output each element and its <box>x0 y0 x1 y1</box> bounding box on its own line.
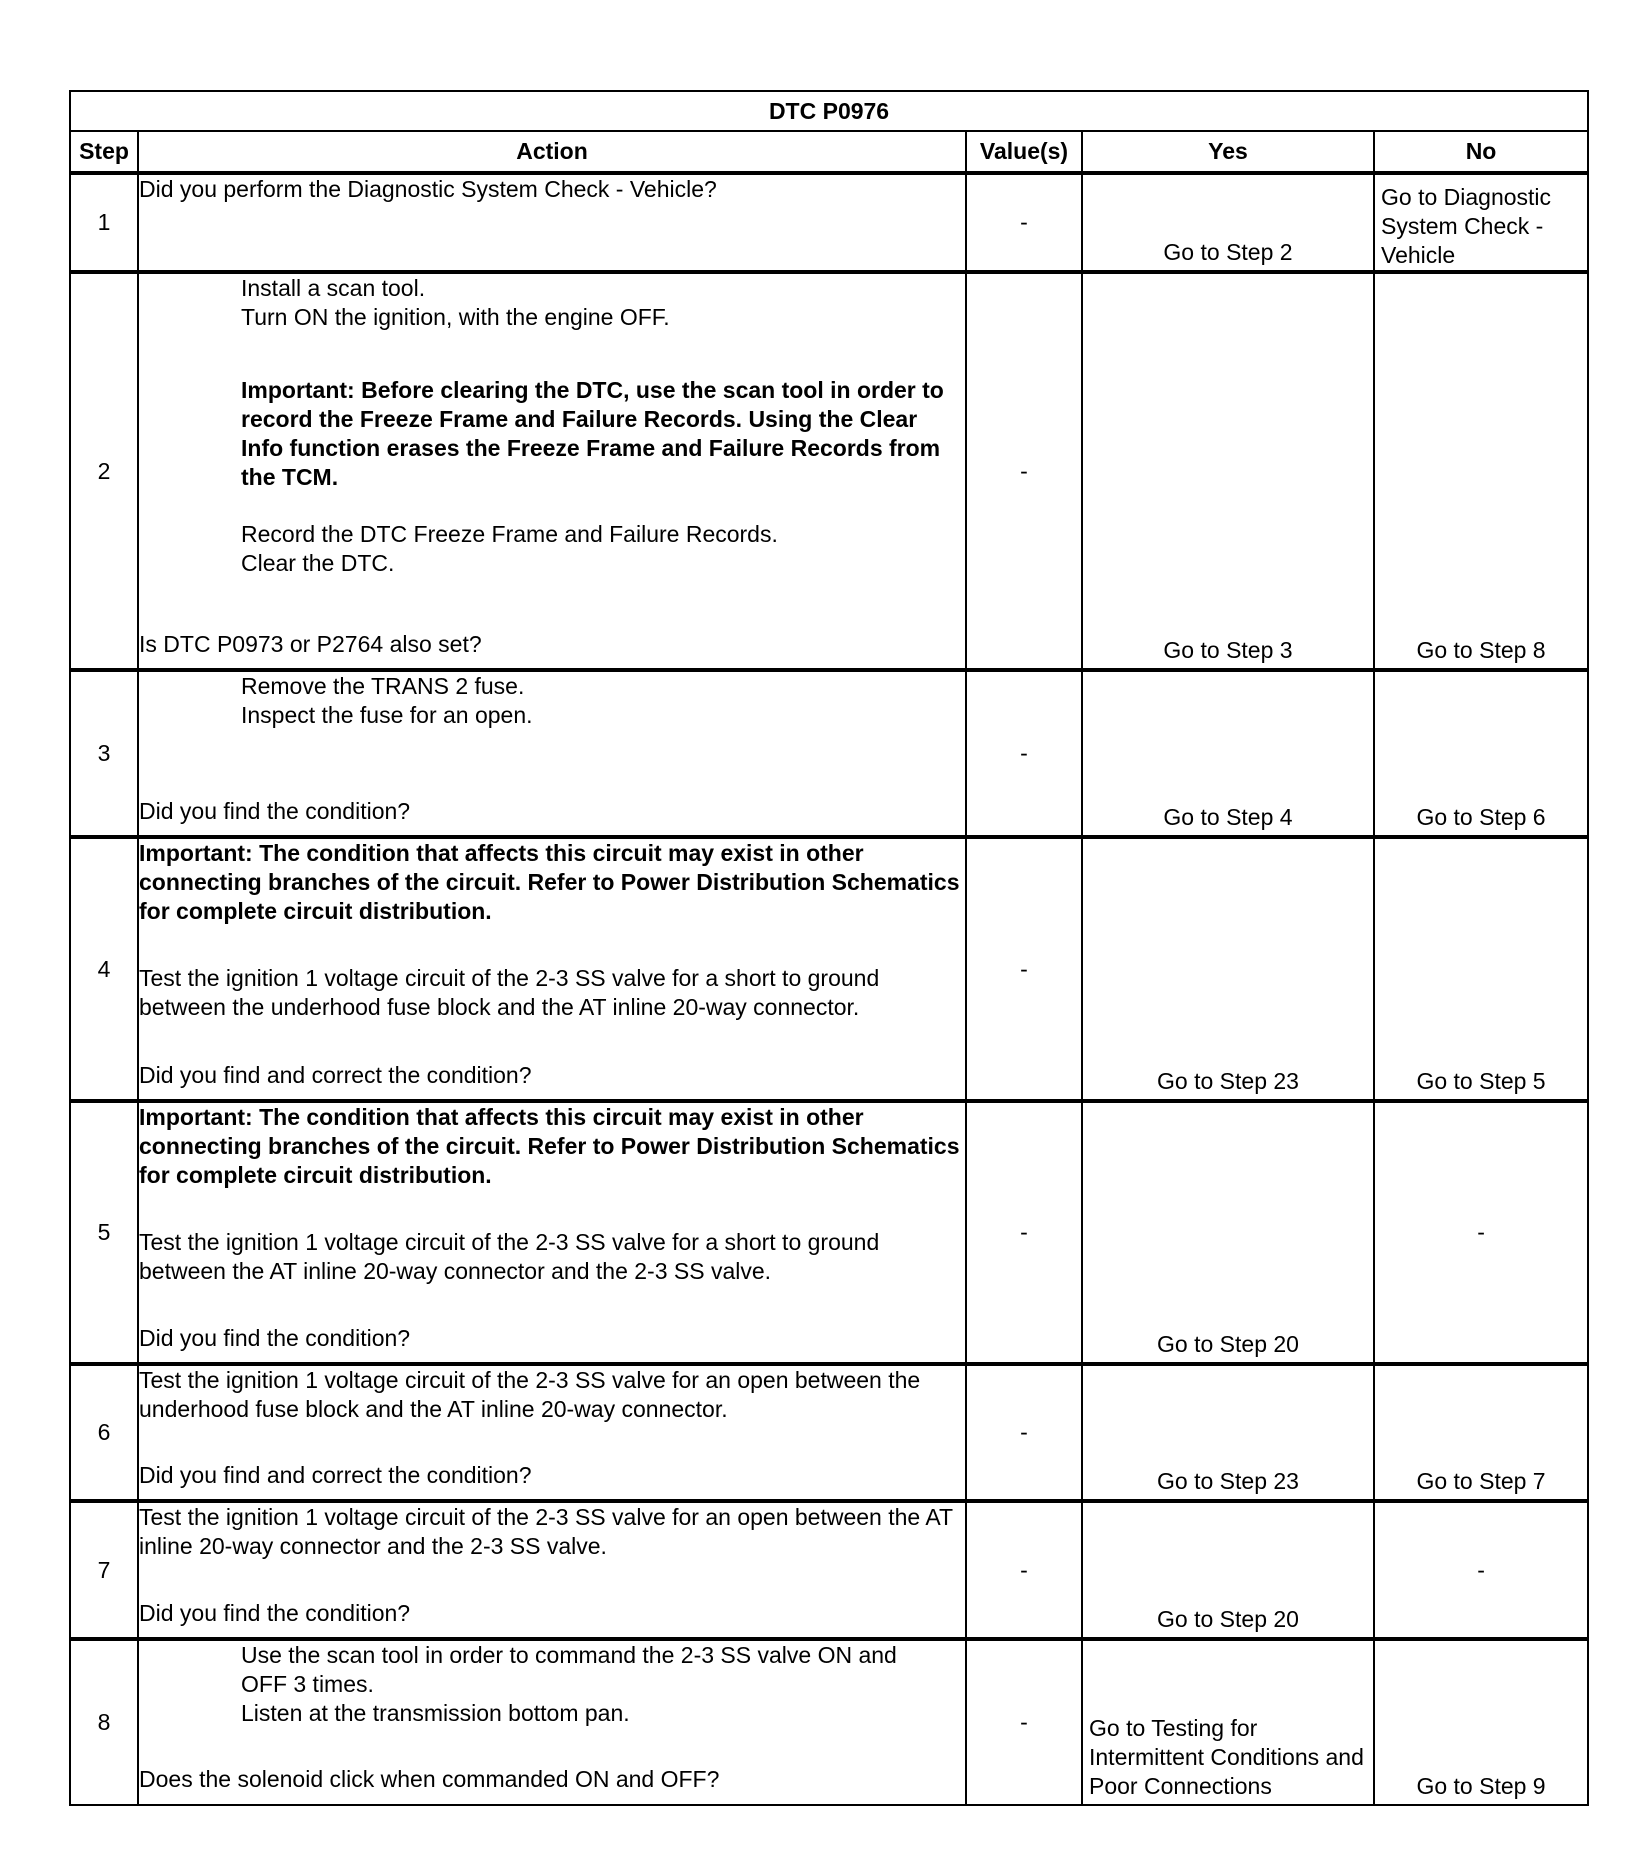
step-number: 2 <box>70 272 138 670</box>
table-row-step-4 <box>70 837 1588 1101</box>
action-cell <box>138 272 966 670</box>
action-line: Turn ON the ignition, with the engine OFF. <box>241 304 670 330</box>
value-cell: - <box>966 837 1082 1101</box>
step-number: 7 <box>70 1501 138 1639</box>
table-row-step-8 <box>70 1639 1588 1805</box>
test-instruction: Test the ignition 1 voltage circuit of the 2-3 SS valve for a short to ground between the AT inline 20-way connector and the 2-3 SS valve. <box>139 1229 880 1284</box>
yes-cell: Go to Step 2 <box>1082 173 1374 272</box>
test-instruction: Test the ignition 1 voltage circuit of the 2-3 SS valve for an open between the AT inline 20-way connector and the 2-3 SS valve. <box>139 1504 953 1559</box>
header-yes: Yes <box>1082 131 1374 173</box>
yes-cell: Go to Step 20 <box>1082 1101 1374 1364</box>
test-instruction: Test the ignition 1 voltage circuit of the 2-3 SS valve for a short to ground between the underhood fuse block and the AT inline 20-way connector. <box>139 965 880 1020</box>
action-question: Did you perform the Diagnostic System Check - Vehicle? <box>139 176 717 202</box>
table-title: DTC P0976 <box>70 91 1588 131</box>
no-cell: Go to Diagnostic System Check - Vehicle <box>1374 173 1588 272</box>
action-question: Did you find the condition? <box>139 798 411 824</box>
action-cell <box>138 173 966 272</box>
yes-cell: Go to Step 23 <box>1082 837 1374 1101</box>
table-row-step-5 <box>70 1101 1588 1364</box>
table-row-step-7 <box>70 1501 1588 1639</box>
value-cell: - <box>966 1639 1082 1805</box>
no-cell: Go to Step 5 <box>1374 837 1588 1101</box>
no-cell: Go to Step 6 <box>1374 670 1588 837</box>
header-values: Value(s) <box>966 131 1082 173</box>
no-cell: Go to Step 8 <box>1374 272 1588 670</box>
yes-cell: Go to Step 20 <box>1082 1501 1374 1639</box>
step-number: 4 <box>70 837 138 1101</box>
important-note: Important: The condition that affects this circuit may exist in other connecting branches of the circuit. Refer to Power Distribution Schematics for complete circuit distribution. <box>139 840 960 924</box>
action-question: Did you find the condition? <box>139 1600 411 1626</box>
action-line: Listen at the transmission bottom pan. <box>241 1700 630 1726</box>
yes-cell: Go to Step 4 <box>1082 670 1374 837</box>
header-action: Action <box>138 131 966 173</box>
action-line: Install a scan tool. <box>241 275 426 301</box>
action-cell <box>138 837 966 1101</box>
step-number: 1 <box>70 173 138 272</box>
step-number: 5 <box>70 1101 138 1364</box>
value-cell: - <box>966 173 1082 272</box>
table-row-step-2 <box>70 272 1588 670</box>
table-row-step-6 <box>70 1364 1588 1501</box>
value-cell: - <box>966 1501 1082 1639</box>
table-row-step-3 <box>70 670 1588 837</box>
yes-cell: Go to Step 3 <box>1082 272 1374 670</box>
action-cell <box>138 1364 966 1501</box>
step-number: 3 <box>70 670 138 837</box>
action-question: Did you find and correct the condition? <box>139 1062 532 1088</box>
value-cell: - <box>966 1364 1082 1501</box>
action-question: Did you find the condition? <box>139 1325 411 1351</box>
value-cell: - <box>966 1101 1082 1364</box>
important-note: Important: The condition that affects this circuit may exist in other connecting branches of the circuit. Refer to Power Distribution Schematics for complete circuit distribution. <box>139 1104 960 1188</box>
header-step: Step <box>70 131 138 173</box>
action-line: Inspect the fuse for an open. <box>241 702 533 728</box>
action-line: Remove the TRANS 2 fuse. <box>241 673 525 699</box>
header-no: No <box>1374 131 1588 173</box>
action-cell <box>138 670 966 837</box>
value-cell: - <box>966 272 1082 670</box>
action-line: Use the scan tool in order to command the 2-3 SS valve ON and OFF 3 times. <box>241 1642 897 1697</box>
yes-cell: Go to Testing for Intermittent Conditions and Poor Connections <box>1082 1639 1374 1805</box>
step-number: 6 <box>70 1364 138 1501</box>
action-cell <box>138 1501 966 1639</box>
action-question: Is DTC P0973 or P2764 also set? <box>139 631 482 657</box>
action-cell <box>138 1639 966 1805</box>
no-cell: - <box>1374 1101 1588 1364</box>
yes-cell: Go to Step 23 <box>1082 1364 1374 1501</box>
value-cell: - <box>966 670 1082 837</box>
important-note: Important: Before clearing the DTC, use the scan tool in order to record the Freeze Frame and Failure Records. Using the Clear Info function erases the Freeze Frame and Failure Records from the TCM. <box>241 377 944 490</box>
no-cell: - <box>1374 1501 1588 1639</box>
action-cell <box>138 1101 966 1364</box>
test-instruction: Test the ignition 1 voltage circuit of the 2-3 SS valve for an open between the underhood fuse block and the AT inline 20-way connector. <box>139 1367 921 1422</box>
no-cell: Go to Step 9 <box>1374 1639 1588 1805</box>
action-question: Did you find and correct the condition? <box>139 1462 532 1488</box>
action-question: Does the solenoid click when commanded ON and OFF? <box>139 1766 720 1792</box>
action-line: Clear the DTC. <box>241 550 395 576</box>
step-number: 8 <box>70 1639 138 1805</box>
no-cell: Go to Step 7 <box>1374 1364 1588 1501</box>
dtc-diagnostic-table <box>69 90 1589 1806</box>
action-line: Record the DTC Freeze Frame and Failure Records. <box>241 521 778 547</box>
table-row-step-1 <box>70 173 1588 272</box>
